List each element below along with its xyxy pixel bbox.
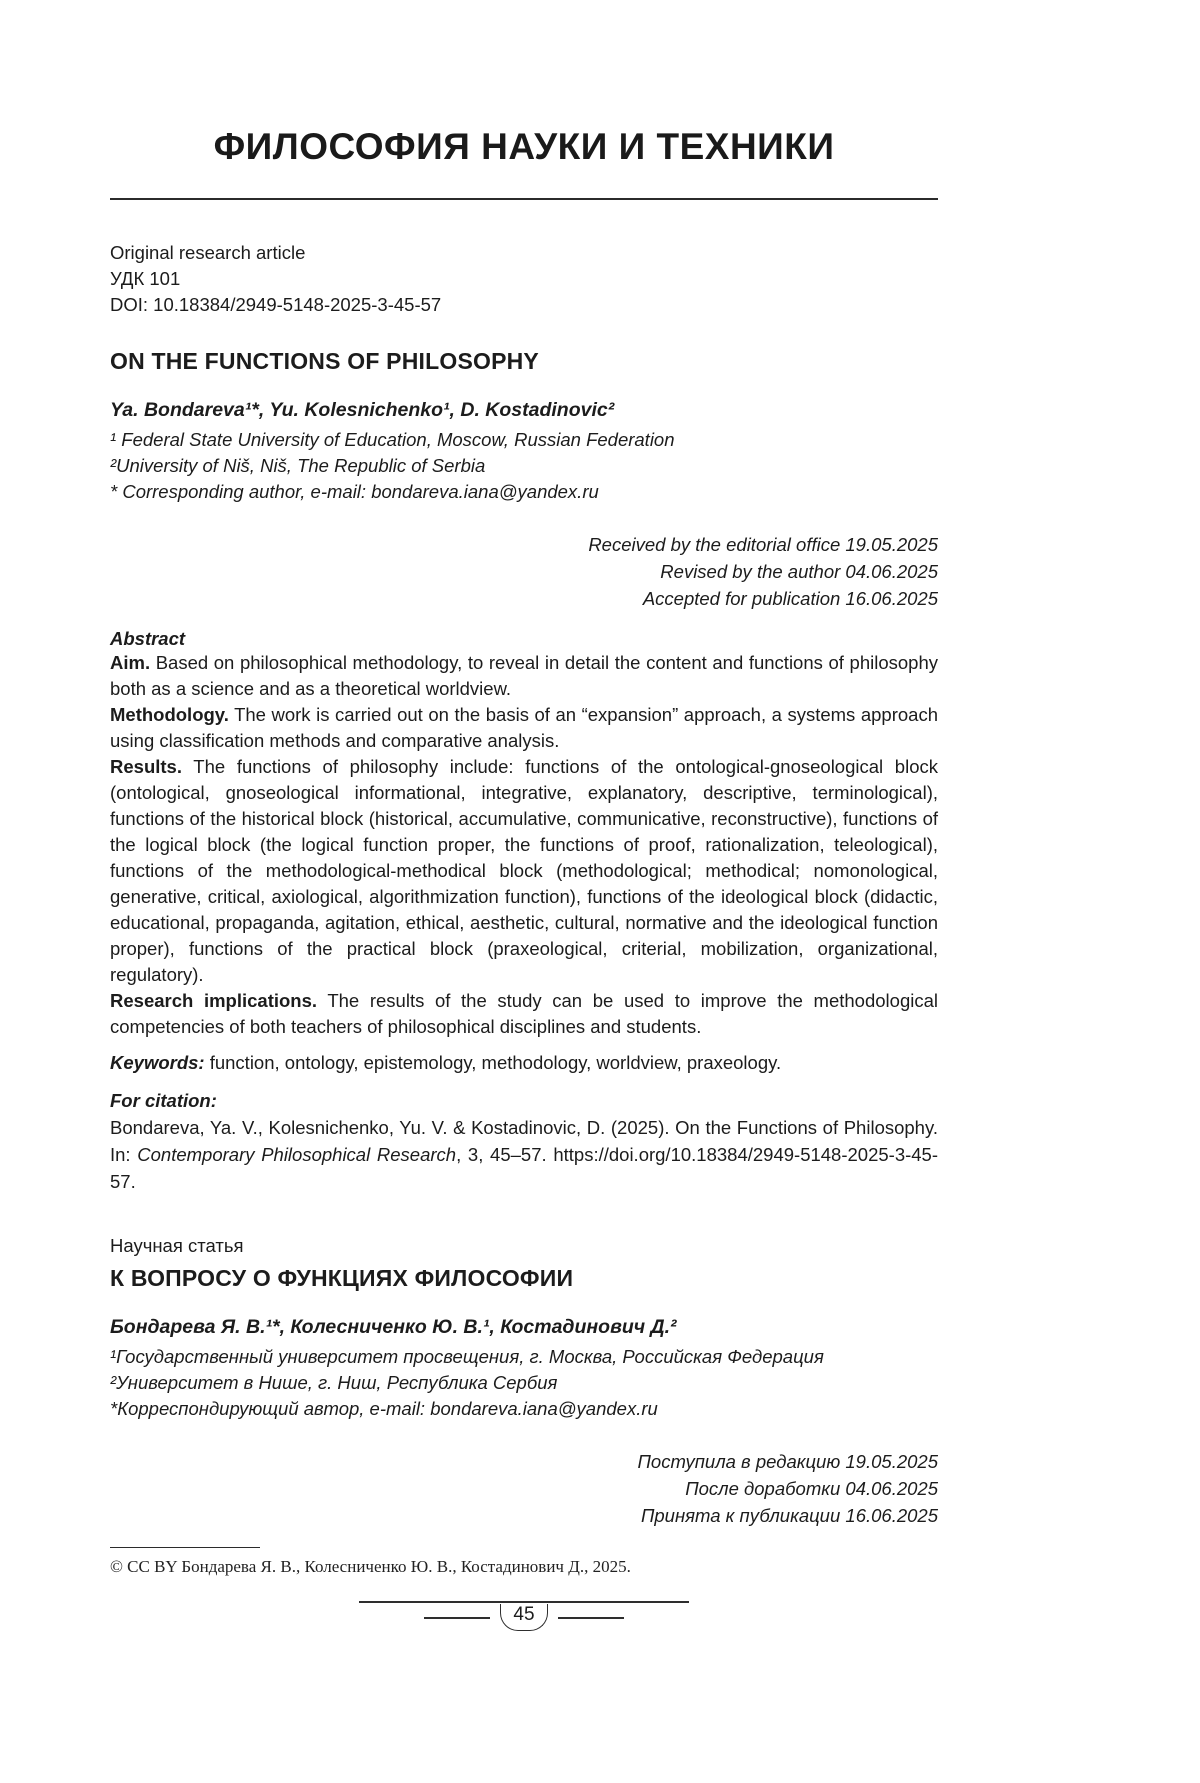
dates-ru bbox=[110, 1448, 938, 1529]
abstract-aim bbox=[110, 650, 938, 702]
copyright-footnote: © CC BY Бондарева Я. В., Колесниченко Ю. В., Костадинович Д., 2025. bbox=[110, 1557, 631, 1576]
page-footer bbox=[110, 1601, 938, 1631]
affiliation-line: ¹ Federal State University of Education, Moscow, Russian Federation bbox=[110, 429, 675, 450]
affiliations-ru bbox=[110, 1344, 938, 1422]
footer-left-stub bbox=[424, 1617, 490, 1619]
abstract-aim-text: Based on philosophical methodology, to reveal in detail the content and functions of philosophy both as a science and as a theoretical worldview. bbox=[110, 652, 938, 699]
udc-code: УДК 101 bbox=[110, 268, 181, 289]
citation bbox=[110, 1114, 938, 1195]
affiliation-line: ¹Государственный университет просвещения, г. Москва, Российская Федерация bbox=[110, 1346, 824, 1367]
dates-en bbox=[110, 531, 938, 612]
abstract-aim-label: Aim. bbox=[110, 652, 151, 673]
affiliation-line: ²University of Niš, Niš, The Republic of Serbia bbox=[110, 455, 486, 476]
page-number: 45 bbox=[500, 1604, 547, 1631]
citation-text-end: , 3, 45–57. https://doi.org/10.18384/2949-5148-2025-3-45-57. bbox=[110, 1144, 939, 1192]
received-date-en: Received by the editorial office 19.05.2025 bbox=[588, 534, 938, 555]
article-title-en: ON THE FUNCTIONS OF PHILOSOPHY bbox=[110, 348, 539, 374]
corresponding-author-line: * Corresponding author, e-mail: bondareva.iana@yandex.ru bbox=[110, 481, 599, 502]
footer-right-stub bbox=[558, 1617, 624, 1619]
keywords-label: Keywords: bbox=[110, 1052, 205, 1073]
abstract-methodology-text: The work is carried out on the basis of an “expansion” approach, a systems approach using classification methods and comparative analysis. bbox=[110, 704, 938, 751]
abstract-results bbox=[110, 754, 938, 988]
abstract-heading: Abstract bbox=[110, 628, 186, 649]
revised-date-ru: После доработки 04.06.2025 bbox=[685, 1478, 938, 1499]
accepted-date-en: Accepted for publication 16.06.2025 bbox=[642, 588, 938, 609]
abstract-results-label: Results. bbox=[110, 756, 182, 777]
article-type-en: Original research article bbox=[110, 242, 306, 263]
for-citation-label: For citation: bbox=[110, 1090, 217, 1111]
authors-ru: Бондарева Я. В.¹*, Колесниченко Ю. В.¹, Костадинович Д.² bbox=[110, 1316, 677, 1338]
authors-en: Ya. Bondareva¹*, Yu. Kolesnichenko¹, D. Kostadinovic² bbox=[110, 399, 615, 421]
abstract bbox=[110, 650, 938, 1040]
received-date-ru: Поступила в редакцию 19.05.2025 bbox=[637, 1451, 938, 1472]
journal-section-title: ФИЛОСОФИЯ НАУКИ И ТЕХНИКИ bbox=[213, 126, 835, 167]
corresponding-author-line: *Корреспондирующий автор, e-mail: bondareva.iana@yandex.ru bbox=[110, 1398, 658, 1419]
revised-date-en: Revised by the author 04.06.2025 bbox=[660, 561, 938, 582]
article-meta bbox=[110, 240, 938, 318]
article-title-ru: К ВОПРОСУ О ФУНКЦИЯХ ФИЛОСОФИИ bbox=[110, 1265, 574, 1291]
keywords-text: function, ontology, epistemology, methodology, worldview, praxeology. bbox=[204, 1052, 782, 1073]
abstract-methodology bbox=[110, 702, 938, 754]
citation-journal-name: Contemporary Philosophical Research bbox=[137, 1144, 457, 1165]
abstract-research-implications-text: The results of the study can be used to improve the methodological competencies of both teachers of philosophical disciplines and students. bbox=[110, 990, 938, 1037]
page-content bbox=[110, 126, 938, 1631]
abstract-research-implications bbox=[110, 988, 938, 1040]
doi-line: DOI: 10.18384/2949-5148-2025-3-45-57 bbox=[110, 294, 442, 315]
affiliations-en bbox=[110, 427, 938, 505]
footer-rule bbox=[359, 1601, 689, 1603]
footnote-divider bbox=[110, 1547, 260, 1548]
abstract-research-implications-label: Research implications. bbox=[110, 990, 318, 1011]
accepted-date-ru: Принята к публикации 16.06.2025 bbox=[640, 1505, 938, 1526]
page-number-row bbox=[424, 1604, 623, 1631]
keywords bbox=[110, 1050, 938, 1076]
article-type-ru: Научная статья bbox=[110, 1235, 244, 1256]
abstract-results-text: The functions of philosophy include: functions of the ontological-gnoseological block (ontological, gnoseological informational, integrative, explanatory, descriptive, terminological), functions of the historical block (historical, accumulative, communicative, reconstructive), functions of the logical block (the logical function proper, the functions of proof, rationalization, teleological), functions of the methodological-methodical block (methodological; methodical; nomonological, generative, critical, axiological, algorithmization function), functions of the ideological block (didactic, educational, propaganda, agitation, ethical, aesthetic, cultural, normative and the ideological function proper), functions of the practical block (praxeological, criterial, mobilization, organizational, regulatory). bbox=[110, 756, 938, 985]
citation-text-start: Bondareva, Ya. V., Kolesnichenko, Yu. V. & Kostadinovic, D. (2025). On the Functions of Philosophy. In: bbox=[110, 1117, 938, 1165]
affiliation-line: ²Университет в Нише, г. Ниш, Республика Сербия bbox=[110, 1372, 558, 1393]
section-title-divider bbox=[110, 198, 938, 200]
abstract-methodology-label: Methodology. bbox=[110, 704, 229, 725]
